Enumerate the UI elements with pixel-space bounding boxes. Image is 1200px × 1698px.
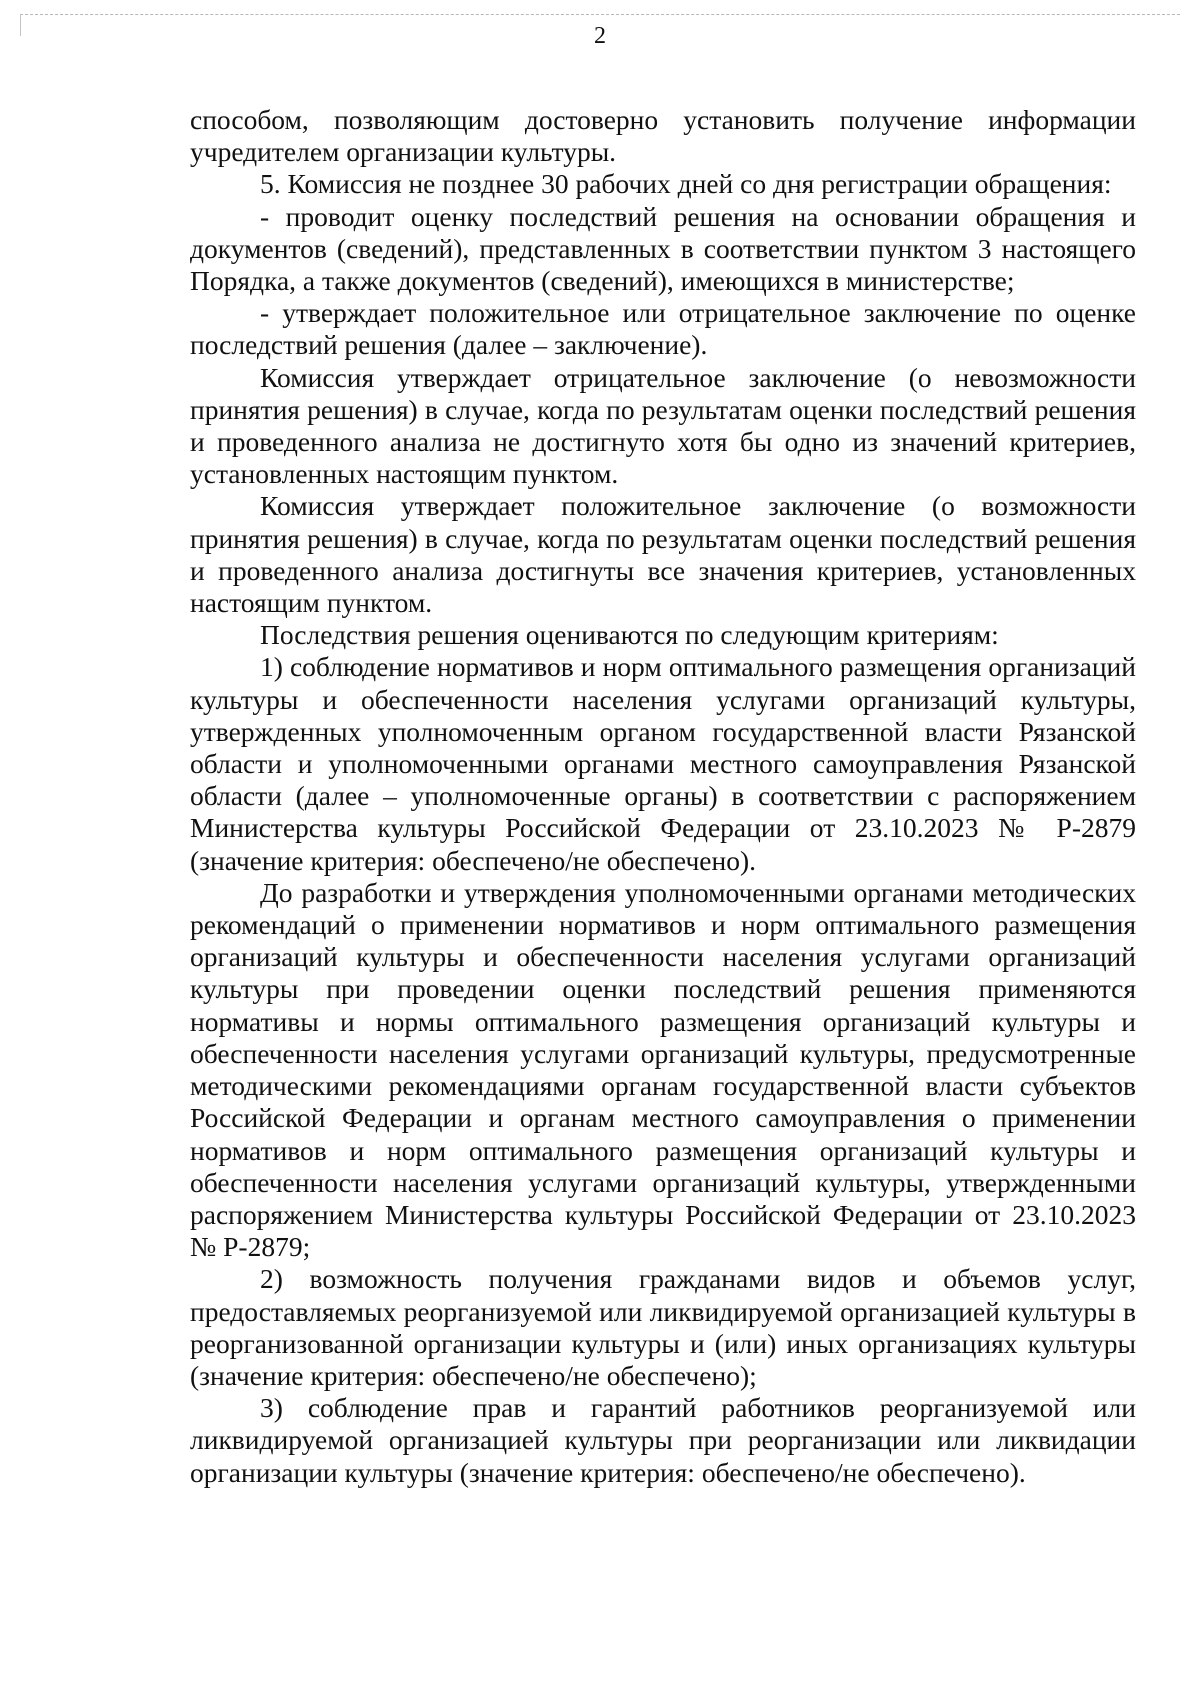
paragraph-criterion-3: 3) соблюдение прав и гарантий работников реорганизуемой или ликвидируемой организацией культуры при реорганизации или ликвидации организации культуры (значение критерия: обеспечено/не обеспечено). [190, 1392, 1136, 1488]
page-number: 2 [594, 23, 606, 49]
paragraph-criterion-1: 1) соблюдение нормативов и норм оптимального размещения организаций культуры и обеспеченности населения услугами организаций культуры, утвержденных уполномоченным органом государственной власти Рязанской области и уполномоченными органами местного самоуправления Рязанской области (далее – уполномоченные органы) в соответствии с распоряжением Министерства культуры Российской Федерации от 23.10.2023 № Р-2879 (значение критерия: обеспечено/не обеспечено). [190, 651, 1136, 876]
paragraph-criterion-2: 2) возможность получения гражданами видов и объемов услуг, предоставляемых реорганизуемой или ликвидируемой организацией культуры в реорганизованной организации культуры и (или) иных организациях культуры (значение критерия: обеспечено/не обеспечено); [190, 1263, 1136, 1391]
paragraph-methodology: До разработки и утверждения уполномоченными органами методических рекомендаций о применении нормативов и норм оптимального размещения организаций культуры и обеспеченности населения услугами организаций культуры при проведении оценки последствий решения применяются нормативы и нормы оптимального размещения организаций культуры и обеспеченности населения услугами организаций культуры, предусмотренные методическими рекомендациями органам государственной власти субъектов Российской Федерации и органам местного самоуправления о применении нормативов и норм оптимального размещения организаций культуры и обеспеченности населения услугами организаций культуры, утвержденными распоряжением Министерства культуры Российской Федерации от 23.10.2023 № Р-2879; [190, 876, 1136, 1263]
paragraph-criteria-intro: Последствия решения оцениваются по следующим критериям: [260, 619, 999, 651]
paragraph-negative-conclusion: Комиссия утверждает отрицательное заключение (о невозможности принятия решения) в случае, когда по результатам оценки последствий решения и проведенного анализа не достигнуто хотя бы одно из значений критериев, установленных настоящим пунктом. [190, 361, 1136, 490]
paragraph-item-5: 5. Комиссия не позднее 30 рабочих дней со дня регистрации обращения: [260, 168, 1112, 200]
paragraph-positive-conclusion: Комиссия утверждает положительное заключение (о возможности принятия решения) в случае, когда по результатам оценки последствий решения и проведенного анализа достигнуты все значения критериев, установленных настоящим пунктом. [190, 490, 1136, 619]
document-body [190, 104, 1136, 1489]
paragraph-bullet-assessment: - проводит оценку последствий решения на основании обращения и документов (сведений), представленных в соответствии пунктом 3 настоящего Порядка, а также документов (сведений), имеющихся в министерстве; [190, 200, 1136, 297]
paragraph-bullet-approval: - утверждает положительное или отрицательное заключение по оценке последствий решения (далее – заключение). [190, 297, 1136, 361]
paragraph-continuation: способом, позволяющим достоверно установить получение информации учредителем организации культуры. [190, 104, 1136, 168]
scan-top-edge [20, 14, 1180, 15]
